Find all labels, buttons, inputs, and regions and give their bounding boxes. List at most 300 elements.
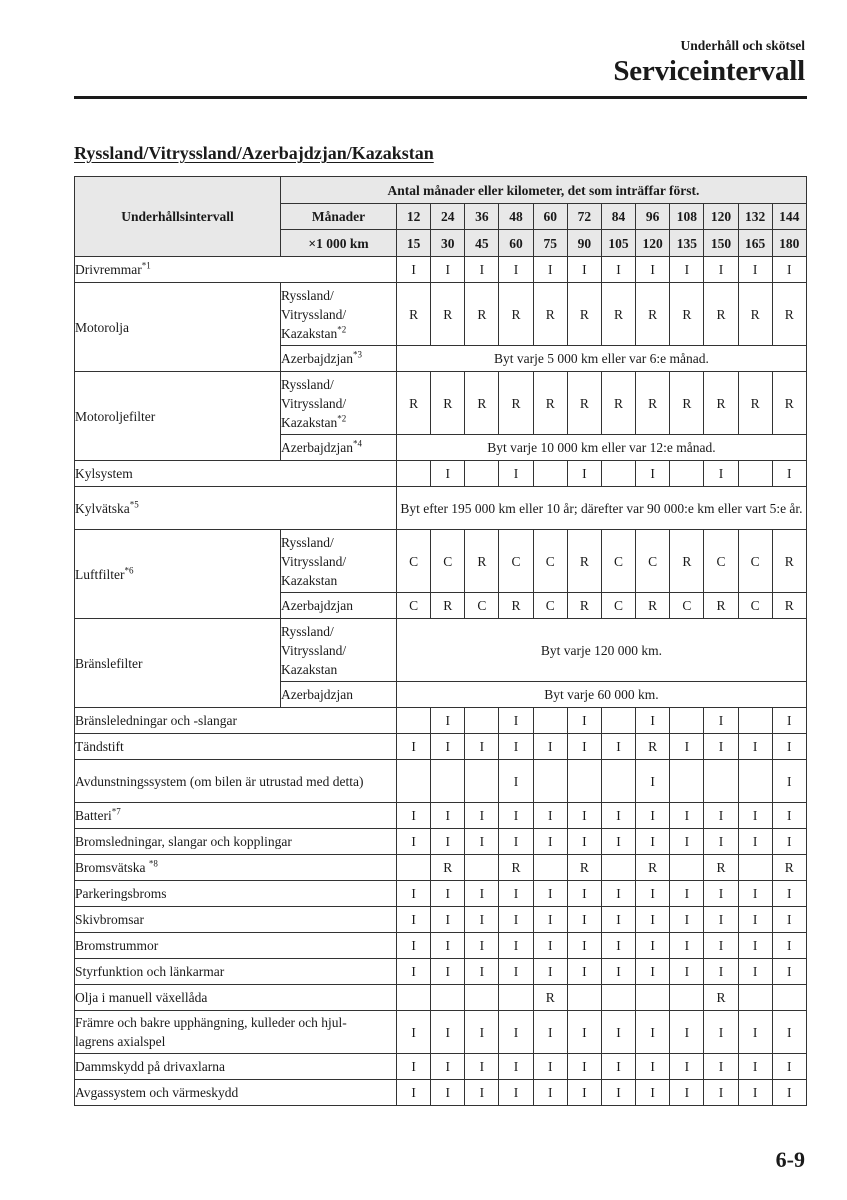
interval-cell: R: [397, 283, 431, 346]
interval-cell: I: [431, 881, 465, 907]
interval-cell: I: [465, 1054, 499, 1080]
table-row: [75, 619, 807, 682]
interval-cell: R: [533, 283, 567, 346]
km-header: 165: [738, 230, 772, 257]
row-item-label: Bromsvätska $^{*8}$: [75, 855, 397, 881]
km-header: 135: [670, 230, 704, 257]
interval-cell: I: [465, 734, 499, 760]
interval-cell: I: [533, 803, 567, 829]
km-header: 180: [772, 230, 806, 257]
interval-cell: [533, 760, 567, 803]
interval-cell: C: [533, 593, 567, 619]
interval-cell: I: [704, 1054, 738, 1080]
interval-cell: R: [738, 372, 772, 435]
interval-cell: R: [704, 372, 738, 435]
interval-cell: [738, 985, 772, 1011]
interval-cell: I: [397, 1080, 431, 1106]
interval-cell: I: [738, 959, 772, 985]
interval-cell: I: [704, 461, 738, 487]
interval-cell: I: [499, 708, 533, 734]
month-header: 132: [738, 204, 772, 230]
interval-cell: I: [738, 1054, 772, 1080]
interval-cell: C: [397, 593, 431, 619]
table-row: [75, 1080, 807, 1106]
row-sub-label: Azerbajdzjan$^{*4}$: [281, 435, 397, 461]
interval-cell: R: [567, 593, 601, 619]
interval-cell: C: [397, 530, 431, 593]
interval-cell: I: [567, 1054, 601, 1080]
interval-note: Byt varje 120 000 km.: [397, 619, 807, 682]
interval-cell: R: [567, 530, 601, 593]
interval-cell: I: [601, 933, 635, 959]
interval-cell: I: [465, 933, 499, 959]
row-item-label: Dammskydd på drivaxlarna: [75, 1054, 397, 1080]
interval-cell: R: [670, 283, 704, 346]
interval-cell: I: [636, 881, 670, 907]
interval-cell: R: [738, 283, 772, 346]
interval-cell: I: [567, 734, 601, 760]
page-title: Serviceintervall: [613, 55, 805, 87]
interval-cell: C: [431, 530, 465, 593]
interval-cell: R: [397, 372, 431, 435]
interval-cell: R: [636, 283, 670, 346]
interval-cell: R: [431, 372, 465, 435]
interval-cell: [397, 985, 431, 1011]
interval-cell: R: [431, 593, 465, 619]
interval-cell: [670, 461, 704, 487]
interval-cell: I: [465, 1080, 499, 1106]
interval-cell: I: [567, 1011, 601, 1054]
chapter-title: Underhåll och skötsel: [680, 38, 805, 53]
interval-cell: R: [601, 372, 635, 435]
interval-cell: I: [670, 257, 704, 283]
interval-cell: C: [670, 593, 704, 619]
interval-cell: I: [670, 803, 704, 829]
table-row: [75, 985, 807, 1011]
interval-cell: C: [465, 593, 499, 619]
month-header: 84: [601, 204, 635, 230]
interval-cell: I: [772, 708, 806, 734]
interval-cell: [636, 985, 670, 1011]
interval-cell: R: [567, 372, 601, 435]
interval-cell: R: [499, 593, 533, 619]
interval-cell: I: [465, 907, 499, 933]
interval-cell: R: [704, 855, 738, 881]
interval-cell: I: [431, 461, 465, 487]
interval-cell: R: [601, 283, 635, 346]
interval-cell: I: [499, 1011, 533, 1054]
interval-cell: I: [465, 881, 499, 907]
interval-cell: I: [499, 760, 533, 803]
table-row: [75, 372, 807, 435]
interval-cell: I: [772, 933, 806, 959]
column-header-item: Underhållsintervall: [75, 177, 281, 257]
interval-cell: I: [567, 1080, 601, 1106]
interval-cell: I: [397, 257, 431, 283]
interval-cell: I: [670, 1054, 704, 1080]
interval-cell: I: [567, 461, 601, 487]
interval-cell: I: [738, 257, 772, 283]
month-header: 108: [670, 204, 704, 230]
table-row: [75, 283, 807, 346]
interval-cell: I: [499, 461, 533, 487]
interval-cell: I: [499, 734, 533, 760]
interval-cell: R: [670, 530, 704, 593]
table-row: [75, 257, 807, 283]
interval-cell: I: [533, 257, 567, 283]
interval-cell: I: [772, 907, 806, 933]
interval-cell: I: [772, 959, 806, 985]
interval-cell: [499, 985, 533, 1011]
interval-cell: C: [499, 530, 533, 593]
interval-cell: I: [533, 829, 567, 855]
interval-cell: R: [670, 372, 704, 435]
interval-cell: I: [704, 1011, 738, 1054]
page-number: 6-9: [775, 1147, 805, 1172]
interval-cell: I: [397, 881, 431, 907]
interval-cell: I: [704, 803, 738, 829]
interval-cell: I: [772, 461, 806, 487]
interval-cell: I: [636, 933, 670, 959]
interval-cell: I: [704, 907, 738, 933]
interval-cell: C: [533, 530, 567, 593]
interval-cell: I: [567, 708, 601, 734]
interval-cell: I: [567, 829, 601, 855]
interval-cell: [533, 461, 567, 487]
interval-cell: [397, 461, 431, 487]
interval-cell: I: [772, 1011, 806, 1054]
footnote-marker: *2: [337, 413, 347, 423]
interval-cell: I: [465, 959, 499, 985]
interval-cell: [704, 760, 738, 803]
interval-cell: I: [601, 803, 635, 829]
interval-cell: R: [772, 530, 806, 593]
interval-cell: R: [533, 985, 567, 1011]
interval-cell: I: [670, 829, 704, 855]
interval-cell: I: [636, 257, 670, 283]
interval-cell: R: [636, 593, 670, 619]
interval-cell: [533, 708, 567, 734]
interval-cell: I: [431, 734, 465, 760]
interval-cell: I: [670, 959, 704, 985]
row-sub-label: Ryssland/ Vitryssland/ Kazakstan$^{*2}$: [281, 372, 397, 435]
interval-cell: I: [738, 829, 772, 855]
interval-cell: I: [670, 881, 704, 907]
row-item-label: Kylsystem: [75, 461, 397, 487]
table-row: [75, 933, 807, 959]
row-item-label: Bromstrummor: [75, 933, 397, 959]
interval-cell: I: [499, 907, 533, 933]
row-sub-label: Ryssland/ Vitryssland/ Kazakstan: [281, 530, 397, 593]
interval-cell: I: [670, 933, 704, 959]
interval-cell: R: [636, 372, 670, 435]
table-row: [75, 803, 807, 829]
interval-cell: I: [431, 933, 465, 959]
interval-cell: I: [431, 1054, 465, 1080]
interval-cell: R: [465, 283, 499, 346]
interval-cell: I: [567, 881, 601, 907]
month-header: 96: [636, 204, 670, 230]
interval-cell: I: [704, 829, 738, 855]
interval-cell: I: [465, 803, 499, 829]
interval-cell: I: [431, 829, 465, 855]
interval-cell: I: [670, 1080, 704, 1106]
row-item-label: Luftfilter$^{*6}$: [75, 530, 281, 619]
row-item-label: Skivbromsar: [75, 907, 397, 933]
month-header: 144: [772, 204, 806, 230]
interval-cell: I: [670, 907, 704, 933]
km-label: ×1 000 km: [281, 230, 397, 257]
row-item-label: Motorolja: [75, 283, 281, 372]
row-sub-label: Ryssland/ Vitryssland/ Kazakstan$^{*2}$: [281, 283, 397, 346]
interval-cell: I: [772, 257, 806, 283]
month-header: 36: [465, 204, 499, 230]
interval-cell: I: [636, 1011, 670, 1054]
month-header: 60: [533, 204, 567, 230]
interval-cell: I: [772, 829, 806, 855]
table-body: [75, 177, 807, 1106]
table-row: [75, 829, 807, 855]
interval-cell: [738, 708, 772, 734]
interval-cell: I: [499, 803, 533, 829]
interval-cell: [772, 985, 806, 1011]
table-row: [75, 959, 807, 985]
interval-cell: I: [636, 461, 670, 487]
interval-cell: I: [636, 907, 670, 933]
interval-cell: C: [636, 530, 670, 593]
interval-cell: R: [499, 855, 533, 881]
row-item-label: Tändstift: [75, 734, 397, 760]
table-row: [75, 881, 807, 907]
interval-cell: I: [636, 708, 670, 734]
interval-cell: I: [499, 257, 533, 283]
interval-cell: I: [499, 829, 533, 855]
interval-cell: I: [704, 933, 738, 959]
table-row: [75, 734, 807, 760]
interval-cell: R: [704, 985, 738, 1011]
interval-cell: I: [431, 257, 465, 283]
interval-cell: I: [499, 1054, 533, 1080]
interval-note: Byt varje 5 000 km eller var 6:e månad.: [397, 346, 807, 372]
table-row: [75, 461, 807, 487]
interval-cell: [670, 708, 704, 734]
row-item-label: Olja i manuell växellåda: [75, 985, 397, 1011]
interval-cell: I: [431, 803, 465, 829]
interval-cell: I: [738, 803, 772, 829]
interval-cell: R: [636, 734, 670, 760]
table-row: [75, 1011, 807, 1054]
interval-cell: R: [465, 530, 499, 593]
interval-cell: R: [704, 283, 738, 346]
km-header: 15: [397, 230, 431, 257]
table-row: [75, 530, 807, 593]
km-header: 30: [431, 230, 465, 257]
interval-cell: I: [738, 1080, 772, 1106]
interval-cell: [601, 985, 635, 1011]
month-header: 120: [704, 204, 738, 230]
interval-cell: I: [670, 1011, 704, 1054]
interval-cell: I: [431, 959, 465, 985]
footnote-marker: *4: [352, 438, 362, 449]
header-row-span: [75, 177, 807, 204]
km-header: 150: [704, 230, 738, 257]
row-item-label: Drivremmar$^{*1}$: [75, 257, 397, 283]
interval-cell: I: [704, 257, 738, 283]
row-item-label: Avgassystem och värmeskydd: [75, 1080, 397, 1106]
interval-cell: [465, 985, 499, 1011]
row-item-label: Parkeringsbroms: [75, 881, 397, 907]
row-item-label: Motoroljefilter: [75, 372, 281, 461]
interval-cell: I: [397, 1011, 431, 1054]
interval-cell: C: [601, 593, 635, 619]
interval-cell: I: [567, 257, 601, 283]
interval-cell: I: [772, 734, 806, 760]
km-header: 105: [601, 230, 635, 257]
interval-cell: I: [704, 734, 738, 760]
interval-cell: C: [704, 530, 738, 593]
interval-cell: I: [738, 881, 772, 907]
interval-cell: I: [533, 734, 567, 760]
row-sub-label: Ryssland/ Vitryssland/ Kazakstan: [281, 619, 397, 682]
interval-cell: I: [465, 829, 499, 855]
interval-cell: [465, 461, 499, 487]
table-row: [75, 760, 807, 803]
interval-cell: [397, 760, 431, 803]
row-sub-label: Azerbajdzjan: [281, 593, 397, 619]
interval-cell: I: [670, 734, 704, 760]
interval-cell: [738, 855, 772, 881]
month-header: 24: [431, 204, 465, 230]
interval-cell: I: [397, 907, 431, 933]
row-item-label: Batteri$^{*7}$: [75, 803, 397, 829]
interval-cell: [465, 708, 499, 734]
interval-cell: [567, 985, 601, 1011]
interval-cell: I: [499, 881, 533, 907]
interval-cell: I: [636, 959, 670, 985]
month-header: 48: [499, 204, 533, 230]
month-header: 72: [567, 204, 601, 230]
interval-cell: [670, 855, 704, 881]
interval-cell: I: [636, 760, 670, 803]
interval-cell: I: [601, 907, 635, 933]
row-item-label: Bränslefilter: [75, 619, 281, 708]
interval-cell: R: [772, 283, 806, 346]
interval-cell: I: [772, 760, 806, 803]
interval-cell: C: [601, 530, 635, 593]
footnote-marker: *6: [124, 565, 134, 575]
interval-cell: I: [772, 803, 806, 829]
interval-cell: [465, 760, 499, 803]
km-header: 45: [465, 230, 499, 257]
interval-cell: I: [397, 829, 431, 855]
row-sub-label: Azerbajdzjan$^{*3}$: [281, 346, 397, 372]
interval-cell: I: [601, 1080, 635, 1106]
interval-cell: R: [567, 855, 601, 881]
table-row: [75, 487, 807, 530]
interval-cell: I: [567, 803, 601, 829]
interval-cell: I: [601, 959, 635, 985]
interval-cell: [738, 760, 772, 803]
interval-cell: [601, 760, 635, 803]
interval-cell: I: [431, 708, 465, 734]
interval-cell: I: [533, 907, 567, 933]
interval-cell: I: [567, 907, 601, 933]
interval-cell: [431, 760, 465, 803]
interval-cell: I: [636, 1054, 670, 1080]
footnote-marker: *1: [141, 260, 151, 271]
km-header: 120: [636, 230, 670, 257]
table-row: [75, 855, 807, 881]
interval-cell: R: [465, 372, 499, 435]
interval-cell: [601, 461, 635, 487]
interval-cell: I: [772, 881, 806, 907]
interval-cell: I: [704, 1080, 738, 1106]
interval-cell: I: [704, 708, 738, 734]
interval-cell: I: [533, 1080, 567, 1106]
interval-cell: I: [431, 907, 465, 933]
footnote-marker: *3: [352, 349, 362, 360]
interval-cell: I: [397, 959, 431, 985]
row-item-label: Styrfunktion och länkarmar: [75, 959, 397, 985]
interval-cell: I: [465, 257, 499, 283]
interval-cell: I: [636, 1080, 670, 1106]
interval-cell: I: [533, 881, 567, 907]
interval-cell: I: [431, 1011, 465, 1054]
interval-cell: [601, 708, 635, 734]
interval-cell: I: [567, 933, 601, 959]
interval-cell: I: [601, 1054, 635, 1080]
interval-cell: I: [738, 933, 772, 959]
interval-cell: I: [499, 1080, 533, 1106]
interval-cell: I: [533, 933, 567, 959]
interval-cell: I: [397, 1054, 431, 1080]
interval-cell: [397, 708, 431, 734]
footnote-marker: *2: [337, 324, 347, 334]
row-item-label: Avdunstningssystem (om bilen är utrustad med detta): [75, 760, 397, 803]
footnote-marker: *7: [111, 806, 121, 817]
interval-cell: I: [397, 803, 431, 829]
interval-cell: R: [431, 283, 465, 346]
interval-cell: R: [772, 855, 806, 881]
interval-cell: I: [533, 1011, 567, 1054]
interval-note: Byt varje 10 000 km eller var 12:e månad.: [397, 435, 807, 461]
table-row: [75, 708, 807, 734]
interval-note: Byt varje 60 000 km.: [397, 682, 807, 708]
interval-cell: R: [499, 283, 533, 346]
interval-cell: I: [499, 933, 533, 959]
interval-cell: I: [465, 1011, 499, 1054]
interval-cell: R: [704, 593, 738, 619]
interval-cell: [670, 760, 704, 803]
interval-cell: R: [772, 593, 806, 619]
interval-cell: R: [567, 283, 601, 346]
km-header: 75: [533, 230, 567, 257]
interval-cell: I: [567, 959, 601, 985]
section-title: Ryssland/Vitryssland/Azerbajdzjan/Kazakstan: [74, 143, 434, 163]
month-header: 12: [397, 204, 431, 230]
months-label: Månader: [281, 204, 397, 230]
interval-cell: C: [738, 530, 772, 593]
interval-cell: I: [499, 959, 533, 985]
interval-cell: I: [397, 933, 431, 959]
interval-cell: I: [738, 907, 772, 933]
interval-cell: I: [397, 734, 431, 760]
interval-cell: I: [601, 257, 635, 283]
table-row: [75, 907, 807, 933]
interval-cell: I: [772, 1054, 806, 1080]
interval-note: Byt efter 195 000 km eller 10 år; därefter var 90 000:e km eller vart 5:e år.: [397, 487, 807, 530]
interval-cell: I: [738, 1011, 772, 1054]
